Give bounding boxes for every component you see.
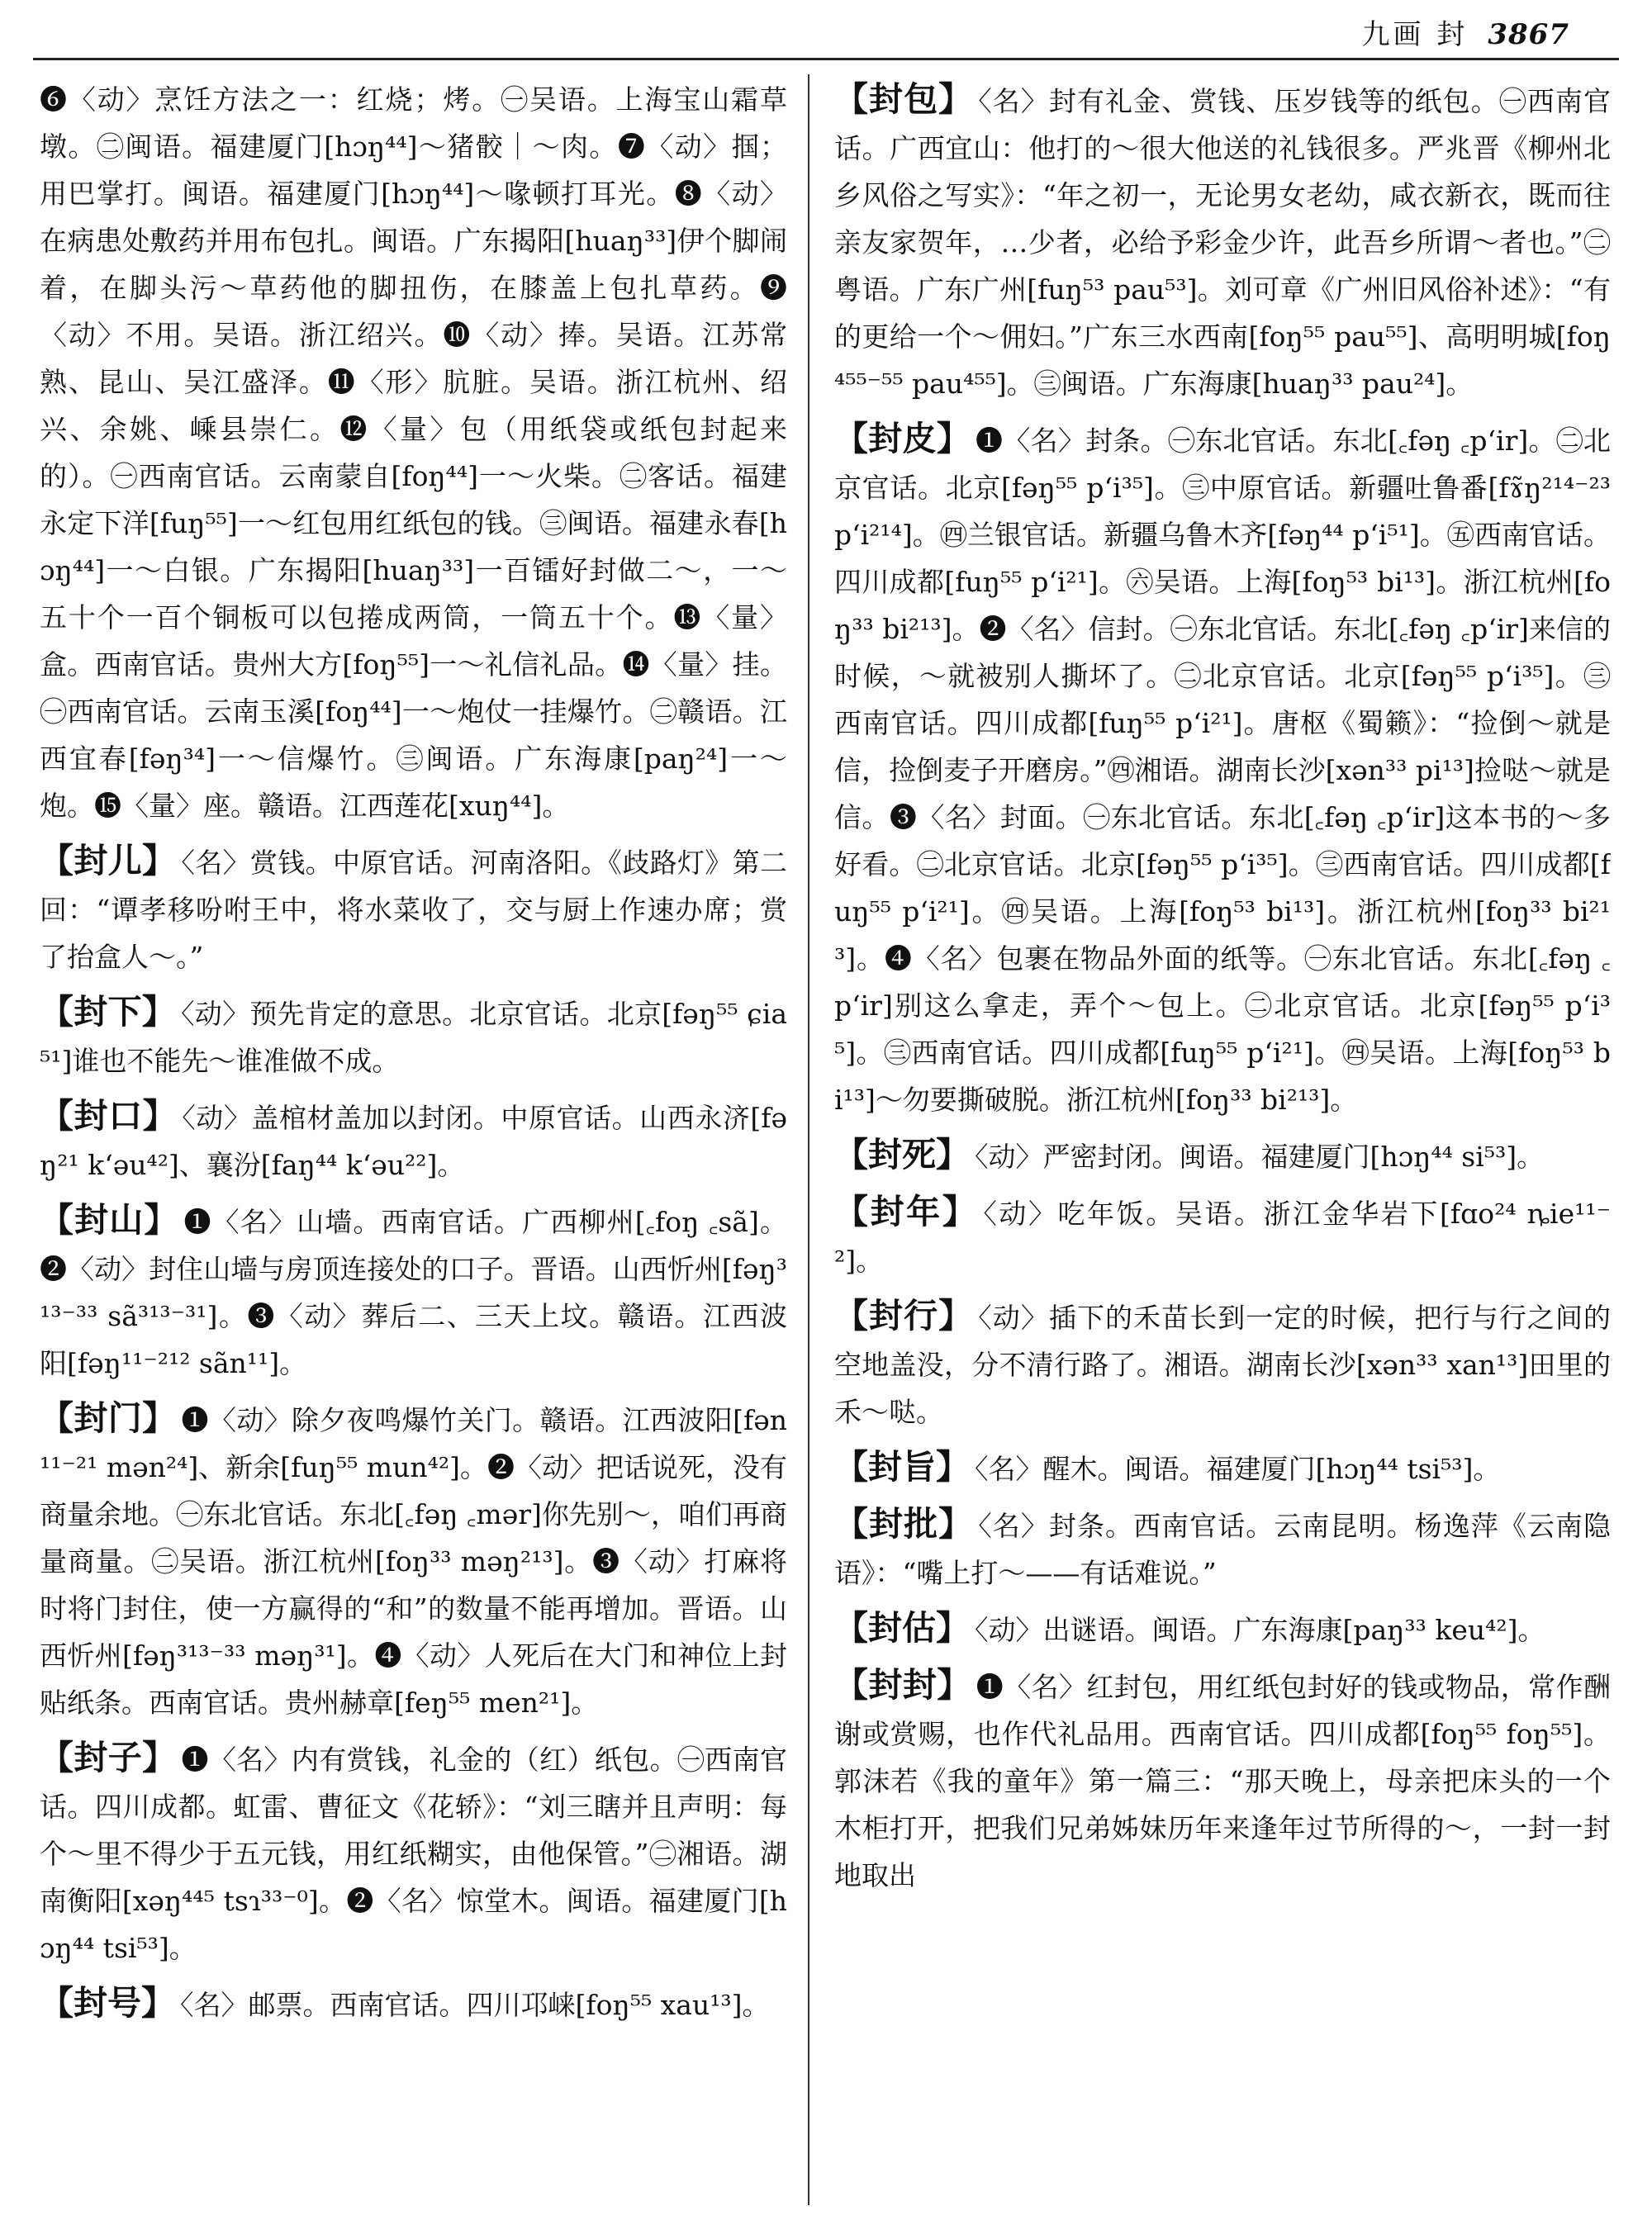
entry-headword: 【封山】 [40, 1200, 179, 1240]
entry-headword: 【封儿】 [40, 841, 177, 880]
dictionary-entry [40, 1395, 787, 1726]
entry-headword: 【封死】 [834, 1135, 970, 1174]
entry-headword: 【封号】 [40, 1983, 175, 2023]
entry-definition: 〈动〉严密封闭。闽语。福建厦门[hɔŋ⁴⁴ si⁵³]。 [975, 1141, 1545, 1173]
entry-definition: ❻〈动〉烹饪方法之一：红烧；烤。㊀吴语。上海宝山霜草墩。㊁闽语。福建厦门[hɔŋ⁴⁴]～猪骹｜～肉。❼〈动〉掴；用巴掌打。闽语。福建厦门[hɔŋ⁴⁴]～喙顿打耳光。❽〈动〉在病患处敷药并用布包扎。闽语。广东揭阳[huaŋ³³]伊个脚闹着，在脚头污～草药他的脚扭伤，在膝盖上包扎草药。❾〈动〉不用。吴语。浙江绍兴。❿〈动〉捧。吴语。江苏常熟、昆山、吴江盛泽。⓫〈形〉肮脏。吴语。浙江杭州、绍兴、余姚、嵊县崇仁。⓬〈量〉包（用纸袋或纸包封起来的）。㊀西南官话。云南蒙自[foŋ⁴⁴]一～火柴。㊁客话。福建永定下洋[fuŋ⁵⁵]一～红包用红纸包的钱。㊂闽语。福建永春[hɔŋ⁴⁴]一～白银。广东揭阳[huaŋ³³]一百镭好封做二～，一～五十个一百个铜板可以包捲成两筒，一筒五十个。⓭〈量〉盒。西南官话。贵州大方[foŋ⁵⁵]一～礼信礼品。⓮〈量〉挂。㊀西南官话。云南玉溪[foŋ⁴⁴]一～炮仗一挂爆竹。㊁赣语。江西宜春[fəŋ³⁴]一～信爆竹。㊂闽语。广东海康[paŋ²⁴]一～炮。⓯〈量〉座。赣语。江西莲花[xuŋ⁴⁴]。 [40, 83, 787, 822]
entry-definition: 〈名〉赏钱。中原官话。河南洛阳。《歧路灯》第二回：“谭孝移吩咐王中，将水菜收了，交与厨上作速办席；赏了抬盒人～。” [40, 847, 787, 973]
entry-headword: 【封子】 [40, 1738, 177, 1777]
entry-headword: 【封估】 [834, 1608, 970, 1648]
right-column [834, 76, 1611, 2213]
entry-definition: 〈名〉邮票。西南官话。四川邛崃[foŋ⁵⁵ xau¹³]。 [180, 1989, 770, 2021]
entry-definition: 〈动〉盖棺材盖加以封闭。中原官话。山西永济[fəŋ²¹ k‘əu⁴²]、襄汾[faŋ⁴⁴ k‘əu²²]。 [40, 1102, 787, 1181]
entry-definition: ❶〈名〉内有赏钱，礼金的（红）纸包。㊀西南官话。四川成都。虹雷、曹征文《花轿》：“刘三瞎并且声明：每个～里不得少于五元钱，用红纸糊实，由他保管。”㊁湘语。湖南衡阳[xəŋ⁴⁴⁵ tsɿ³³⁻⁰]。❷〈名〉惊堂木。闽语。福建厦门[hɔŋ⁴⁴ tsi⁵³]。 [40, 1744, 787, 1964]
entry-headword: 【封皮】 [834, 419, 971, 458]
entry-headword: 【封旨】 [834, 1447, 970, 1487]
entry-headword: 【封行】 [834, 1296, 974, 1336]
entry-definition: 〈名〉封条。西南官话。云南昆明。杨逸萍《云南隐语》：“嘴上打～——有话难说。” [834, 1510, 1611, 1589]
dictionary-entry [834, 415, 1611, 1123]
dictionary-entry [40, 989, 787, 1084]
running-header [1362, 12, 1569, 52]
dictionary-entry [834, 76, 1611, 407]
entry-headword: 【封年】 [834, 1192, 979, 1231]
dictionary-entry [40, 837, 787, 980]
entry-headword: 【封口】 [40, 1096, 178, 1136]
entry-definition: 〈名〉封有礼金、赏钱、压岁钱等的纸包。㊀西南官话。广西宜山：他打的～很大他送的礼钱很多。严兆晋《柳州北乡风俗之写实》：“年之初一，无论男女老幼，咸衣新衣，既而往亲友家贺年，…少者，必给予彩金少许，此吾乡所谓～者也。”㊁粤语。广东广州[fuŋ⁵³ pau⁵³]。刘可章《广州旧风俗补述》：“有的更给一个～佣妇。”广东三水西南[foŋ⁵⁵ pau⁵⁵]、高明明城[foŋ⁴⁵⁵⁻⁵⁵ pau⁴⁵⁵]。㊂闽语。广东海康[huaŋ³³ pau²⁴]。 [834, 85, 1611, 400]
entry-definition: 〈动〉预先肯定的意思。北京官话。北京[fəŋ⁵⁵ ɕia⁵¹]谁也不能先～谁准做不成。 [40, 998, 787, 1077]
dictionary-entry [834, 1662, 1611, 1899]
left-column [40, 76, 787, 2213]
dictionary-entry [834, 1501, 1611, 1597]
page-header [33, 0, 1619, 60]
entry-definition: 〈动〉吃年饭。吴语。浙江金华岩下[fɑo²⁴ ȵie¹¹⁻²]。 [834, 1198, 1611, 1277]
dictionary-entry [834, 1444, 1611, 1492]
dictionary-entry [834, 1605, 1611, 1654]
entry-definition: 〈动〉出谜语。闽语。广东海康[paŋ³³ keu⁴²]。 [975, 1614, 1545, 1646]
dictionary-entry [834, 1189, 1611, 1284]
entry-definition: ❶〈名〉封条。㊀东北官话。东北[꜀fəŋ ꜀p‘ir]。㊁北京官话。北京[fəŋ⁵⁵ p‘i³⁵]。㊂中原官话。新疆吐鲁番[fɤ̃ŋ²¹⁴⁻²³ p‘i²¹⁴]。㊃兰银官话。新疆乌鲁木齐[fəŋ⁴⁴ p‘i⁵¹]。㊄西南官话。四川成都[fuŋ⁵⁵ p‘i²¹]。㊅吴语。上海[foŋ⁵³ bi¹³]。浙江杭州[foŋ³³ bi²¹³]。❷〈名〉信封。㊀东北官话。东北[꜀fəŋ ꜀p‘ir]来信的时候，～就被别人撕坏了。㊁北京官话。北京[fəŋ⁵⁵ p‘i³⁵]。㊂西南官话。四川成都[fuŋ⁵⁵ p‘i²¹]。唐枢《蜀籁》：“捡倒～就是信，捡倒麦子开磨房。”㊃湘语。湖南长沙[xən³³ pi¹³]捡哒～就是信。❸〈名〉封面。㊀东北官话。东北[꜀fəŋ ꜀p‘ir]这本书的～多好看。㊁北京官话。北京[fəŋ⁵⁵ p‘i³⁵]。㊂西南官话。四川成都[fuŋ⁵⁵ p‘i²¹]。㊃吴语。上海[foŋ⁵³ bi¹³]。浙江杭州[foŋ³³ bi²¹³]。❹〈名〉包裹在物品外面的纸等。㊀东北官话。东北[꜀fəŋ ꜀p‘ir]别这么拿走，弄个～包上。㊁北京官话。北京[fəŋ⁵⁵ p‘i³⁵]。㊂西南官话。四川成都[fuŋ⁵⁵ p‘i²¹]。㊃吴语。上海[foŋ⁵³ bi¹³]～勿要撕破脱。浙江杭州[foŋ³³ bi²¹³]。 [834, 425, 1611, 1116]
entry-definition: ❶〈名〉红封包，用红纸包封好的钱或物品，常作酬谢或赏赐，也作代礼品用。西南官话。四川成都[foŋ⁵⁵ foŋ⁵⁵]。郭沫若《我的童年》第一篇三：“那天晚上，母亲把床头的一个木柜打开，把我们兄弟姊妹历年来逢年过节所得的～，一封一封地取出 [834, 1671, 1611, 1891]
entry-headword: 【封门】 [40, 1398, 177, 1438]
dictionary-entry [40, 1197, 787, 1387]
entry-definition: ❶〈动〉除夕夜鸣爆竹关门。赣语。江西波阳[fən¹¹⁻²¹ mən²⁴]、新余[fuŋ⁵⁵ mun⁴²]。❷〈动〉把话说死，没有商量余地。㊀东北官话。东北[꜀fəŋ ꜀mər]你先别～，咱们再商量商量。㊁吴语。浙江杭州[foŋ³³ məŋ²¹³]。❸〈动〉打麻将时将门封住，使一方赢得的“和”的数量不能再增加。晋语。山西忻州[fəŋ³¹³⁻³³ məŋ³¹]。❹〈动〉人死后在大门和神位上封贴纸条。西南官话。贵州赫章[feŋ⁵⁵ men²¹]。 [40, 1404, 787, 1719]
entry-headword: 【封封】 [834, 1665, 971, 1705]
entry-definition: ❶〈名〉山墙。西南官话。广西柳州[꜀foŋ ꜀sã]。❷〈动〉封住山墙与房顶连接处的口子。晋语。山西忻州[fəŋ³¹³⁻³³ sã³¹³⁻³¹]。❸〈动〉葬后二、三天上坟。赣语。江西波阳[fəŋ¹¹⁻²¹² sãn¹¹]。 [40, 1206, 787, 1379]
dictionary-entry [834, 1132, 1611, 1180]
entry-headword: 【封下】 [40, 992, 177, 1032]
entry-definition: 〈名〉醒木。闽语。福建厦门[hɔŋ⁴⁴ tsi⁵³]。 [975, 1453, 1501, 1485]
entry-headword: 【封包】 [834, 79, 974, 119]
dictionary-entry [40, 1734, 787, 1971]
dictionary-entry [40, 76, 787, 829]
dictionary-entry [40, 1980, 787, 2028]
dictionary-entry [40, 1093, 787, 1189]
section-title: 九画 封 [1361, 18, 1469, 51]
page-number: 3867 [1488, 18, 1569, 51]
dictionary-entry [834, 1293, 1611, 1435]
entry-definition: 〈动〉插下的禾苗长到一定的时候，把行与行之间的空地盖没，分不清行路了。湘语。湖南长沙[xən³³ xan¹³]田里的禾～哒。 [834, 1302, 1611, 1428]
entry-headword: 【封批】 [834, 1504, 974, 1544]
column-divider [808, 74, 809, 2205]
